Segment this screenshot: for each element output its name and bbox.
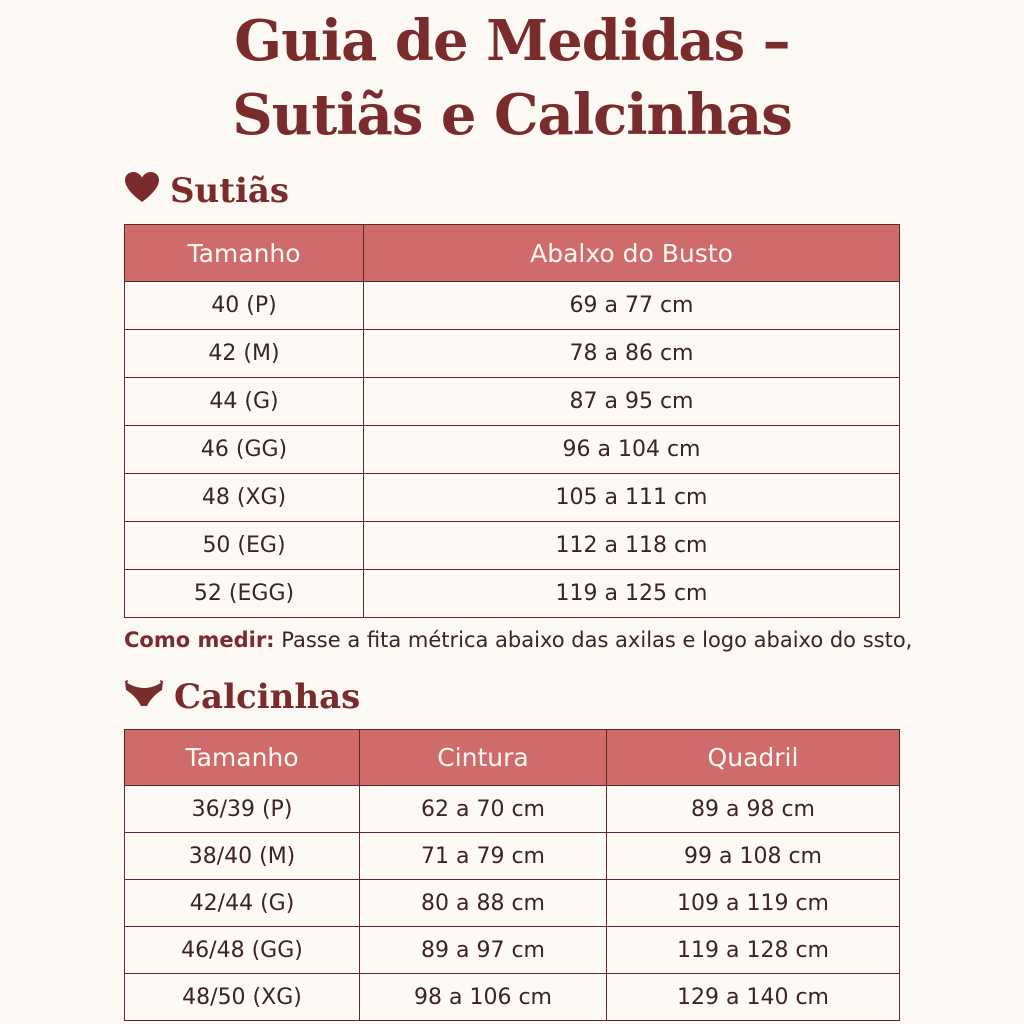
measure-cell: 119 a 125 cm	[364, 570, 900, 618]
size-cell: 48 (XG)	[125, 474, 364, 522]
column-header-cintura: Cintura	[360, 730, 607, 786]
measure-cell: 78 a 86 cm	[364, 330, 900, 378]
table-row	[125, 282, 900, 330]
table-row	[125, 974, 900, 1021]
hip-cell: 129 a 140 cm	[607, 974, 900, 1021]
hip-cell: 99 a 108 cm	[607, 833, 900, 880]
page-title	[0, 4, 1024, 152]
waist-cell: 89 a 97 cm	[360, 927, 607, 974]
size-cell: 42 (M)	[125, 330, 364, 378]
section-heading-calcinhas	[124, 674, 360, 720]
table-row	[125, 474, 900, 522]
size-cell: 48/50 (XG)	[125, 974, 360, 1021]
size-cell: 42/44 (G)	[125, 880, 360, 927]
size-cell: 52 (EGG)	[125, 570, 364, 618]
section-title-calcinhas: Calcinhas	[174, 677, 361, 717]
size-cell: 46/48 (GG)	[125, 927, 360, 974]
table-row	[125, 927, 900, 974]
panties-icon	[124, 677, 164, 717]
table-header-row	[125, 225, 900, 282]
table-header-row	[125, 730, 900, 786]
measuring-note	[124, 628, 912, 652]
waist-cell: 80 a 88 cm	[360, 880, 607, 927]
table-row	[125, 330, 900, 378]
table-row	[125, 786, 900, 833]
heart-icon	[124, 171, 160, 212]
section-title-sutias: Sutiãs	[170, 171, 290, 211]
waist-cell: 98 a 106 cm	[360, 974, 607, 1021]
table-row	[125, 833, 900, 880]
page-title-line2: Sutiãs e Calcinhas	[232, 82, 792, 148]
column-header-abaixo-busto: Abalxo do Busto	[364, 225, 900, 282]
size-cell: 38/40 (M)	[125, 833, 360, 880]
table-row	[125, 880, 900, 927]
table-row	[125, 570, 900, 618]
table-row	[125, 522, 900, 570]
waist-cell: 62 a 70 cm	[360, 786, 607, 833]
column-header-quadril: Quadril	[607, 730, 900, 786]
measuring-note-text: Passe a fita métrica abaixo das axilas e logo abaixo do ssto,	[274, 628, 913, 652]
size-cell: 50 (EG)	[125, 522, 364, 570]
page-title-line1: Guia de Medidas –	[234, 8, 790, 74]
hip-cell: 109 a 119 cm	[607, 880, 900, 927]
measuring-note-label: Como medir:	[124, 628, 275, 652]
size-cell: 36/39 (P)	[125, 786, 360, 833]
hip-cell: 89 a 98 cm	[607, 786, 900, 833]
size-cell: 46 (GG)	[125, 426, 364, 474]
waist-cell: 71 a 79 cm	[360, 833, 607, 880]
sutias-size-table	[124, 224, 900, 618]
measure-cell: 87 a 95 cm	[364, 378, 900, 426]
table-row	[125, 426, 900, 474]
measure-cell: 105 a 111 cm	[364, 474, 900, 522]
size-cell: 44 (G)	[125, 378, 364, 426]
size-cell: 40 (P)	[125, 282, 364, 330]
column-header-tamanho: Tamanho	[125, 730, 360, 786]
column-header-tamanho: Tamanho	[125, 225, 364, 282]
hip-cell: 119 a 128 cm	[607, 927, 900, 974]
section-heading-sutias	[124, 168, 289, 214]
table-row	[125, 378, 900, 426]
measure-cell: 112 a 118 cm	[364, 522, 900, 570]
measure-cell: 69 a 77 cm	[364, 282, 900, 330]
measure-cell: 96 a 104 cm	[364, 426, 900, 474]
calcinhas-size-table	[124, 729, 900, 1021]
